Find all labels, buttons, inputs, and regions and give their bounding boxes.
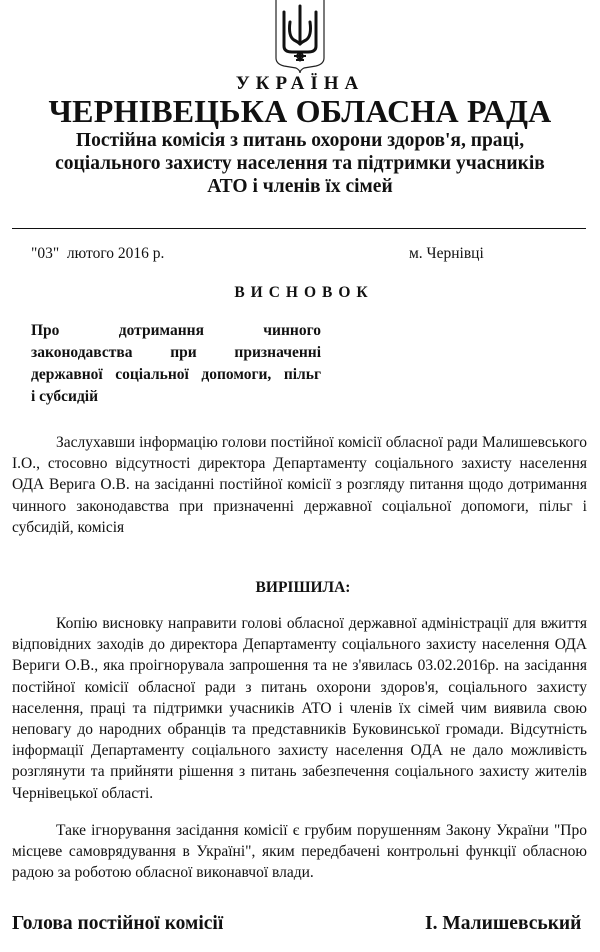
header-divider	[12, 228, 586, 229]
subject-line: Про дотримання чинного	[31, 322, 321, 339]
decision-paragraph: Таке ігнорування засідання комісії є грубим порушенням Закону України "Про місцеве самоврядування в Україні", яким передбачені контрольні функції обласною радою за роботою обласної виконавчої влади.	[12, 822, 587, 882]
subject-line: і субсидій	[31, 388, 99, 405]
signature-title: Голова постійної комісії	[12, 913, 224, 934]
document-city: м. Чернівці	[409, 245, 484, 262]
committee-title-line: соціального захисту населення та підтримки учасників	[55, 153, 545, 174]
coat-of-arms-icon	[274, 0, 326, 74]
document-subject	[31, 320, 321, 408]
decided-heading: ВИРІШИЛА:	[255, 579, 351, 596]
committee-title-line: Постійна комісія з питань охорони здоров'я, праці,	[75, 130, 525, 151]
subject-line: державної соціальної допомоги, пільг	[31, 366, 321, 383]
country-heading: УКРАЇНА	[235, 73, 365, 94]
council-title: ЧЕРНІВЕЦЬКА ОБЛАСНА РАДА	[48, 93, 552, 129]
subject-line: законодавства при призначенні	[31, 344, 321, 361]
committee-title	[40, 129, 560, 198]
signature-name: І. Малишевський	[425, 913, 582, 934]
intro-paragraph: Заслухавши інформацію голови постійної комісії обласної ради Малишевського І.О., стосовно відсутності директора Департаменту соціального захисту населення ОДА Верига О.В. на засіданні постійної комісії з розгляду питання щодо дотримання чинного законодавства при призначенні державної соціальної допомоги, пільг і субсидій, комісія	[12, 434, 587, 536]
committee-title-line: АТО і членів їх сімей	[207, 176, 393, 197]
document-type-heading: ВИСНОВОК	[234, 284, 374, 301]
decision-paragraph: Копію висновку направити голові обласної державної адміністрації для вжиття відповідних заходів до директора Департаменту соціального захисту населення ОДА Вериги О.В., яка проігнорувала запрошення та не з'явилась 03.02.2016р. на засідання постійної комісії обласної ради з питань охорони здоров'я, соціального захисту населення, праці та підтримки учасників АТО і членів їх сімей чим виявила свою неповагу до народних обранців та представників Буковинської громади. Відсутність інформації Департаменту соціального захисту населення ОДА не дало можливість розглянути та прийняти рішення з питань забезпечення соціального захисту жителів Чернівецької області.	[12, 615, 587, 802]
document-date: "03" лютого 2016 р.	[31, 245, 165, 262]
